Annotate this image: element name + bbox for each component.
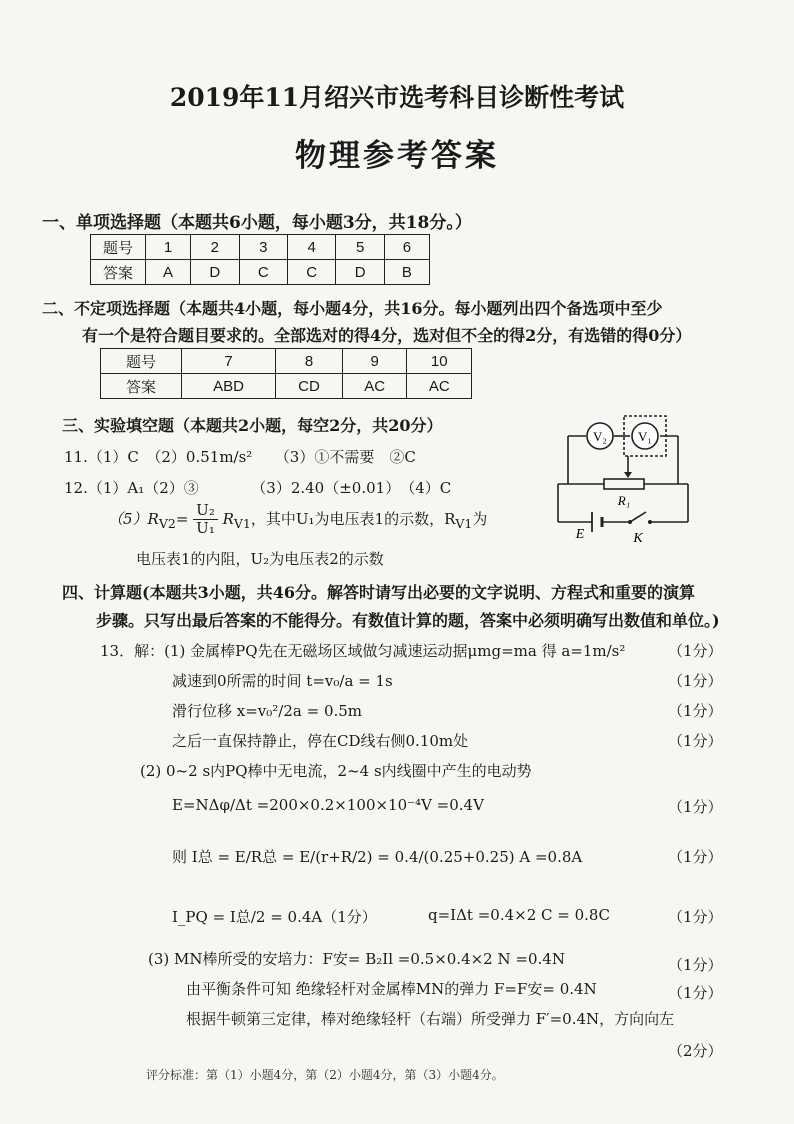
q12-formula-text: ，其中U₁为电压表1的示数，R [250,509,456,528]
table-cell: 答案 [91,260,146,285]
q12-text-sub: V1 [455,515,473,531]
table-cell: 答案 [101,374,182,399]
q13-part3-line1: (3) MN棒所受的安培力：F安= B₂Il =0.5×0.4×2 N =0.4N [148,950,565,968]
table-cell: 题号 [101,349,182,374]
table-cell: 8 [276,349,343,374]
table-cell: D [336,260,384,285]
score-mark: （1分） [668,642,723,660]
k-label: K [633,531,643,546]
table-cell: C [239,260,287,285]
exam-title: 2019年11月绍兴市选考科目诊断性考试 [169,83,625,112]
fraction-numerator: U₂ [193,502,218,520]
q12-formula-r-sub: V1 [233,515,251,531]
table-cell: 2 [191,235,239,260]
table-cell: B [384,260,429,285]
e-label: E [575,527,585,542]
circuit-diagram [548,408,698,548]
q12-formula-text-end: 为 [472,509,488,528]
table-cell: 题号 [91,235,146,260]
table-cell: 6 [384,235,429,260]
score-mark: （1分） [668,672,723,690]
fraction-denominator: U₁ [196,519,215,538]
table-cell: 4 [287,235,335,260]
grading-note: 评分标准：第（1）小题4分，第（2）小题4分，第（3）小题4分。 [146,1068,504,1082]
table-cell: CD [276,374,343,399]
table-row [91,260,430,285]
q12-formula-sub: V2 [158,515,176,531]
table-row [101,349,472,374]
table-cell: AC [342,374,407,399]
q13-part3-line3: 根据牛顿第三定律，棒对绝缘轻杆（右端）所受弹力 F′=0.4N，方向向左 [186,1010,675,1028]
score-mark: （1分） [668,908,723,926]
q13-line4: 之后一直保持静止，停在CD线右侧0.10m处 [172,732,469,750]
section1-answer-table [90,234,430,285]
q11-answer: 11.（1）C （2）0.51m/s² （3）①不需要 ②C [64,448,416,466]
q12-formula-prefix: （5）R [108,509,159,528]
switch-contact [628,520,632,524]
score-mark: （1分） [668,956,723,974]
current-formula: 则 I总 = E/R总 = E/(r+R/2) = 0.4/(0.25+0.25) A =0.8A [172,848,583,866]
score-mark: （2分） [668,1042,723,1060]
score-mark: （1分） [668,798,723,816]
table-cell: 9 [342,349,407,374]
section2-heading-line1: 二、不定项选择题（本题共4小题，每小题4分，共16分。每小题列出四个备选项中至少 [42,299,663,318]
table-cell: D [191,260,239,285]
score-mark: （1分） [668,984,723,1002]
q12-formula-r: R [222,509,234,528]
table-cell: 10 [407,349,472,374]
answer-key-title: 物理参考答案 [295,138,499,174]
section4-heading-line2: 步骤。只写出最后答案的不能得分。有数值计算的题，答案中必须明确写出数值和单位。) [96,611,720,630]
table-cell: 1 [146,235,191,260]
switch-contact [648,520,652,524]
section1-heading: 一、单项选择题（本题共6小题，每小题3分，共18分。） [42,213,472,233]
table-cell: 5 [336,235,384,260]
q13-line1: 13．解：(1) 金属棒PQ先在无磁场区域做匀减速运动据μmg=ma 得 a=1m/s² [100,642,626,660]
q13-line3: 滑行位移 x=v₀²/2a = 0.5m [172,702,363,720]
table-row [101,374,472,399]
v1-label: V₁ [638,429,652,444]
slider-arrow-icon [624,472,632,478]
table-cell: A [146,260,191,285]
table-cell: 3 [239,235,287,260]
section3-heading: 三、实验填空题（本题共2小题，每空2分，共20分） [62,416,443,435]
charge-formula: q=IΔt =0.4×2 C = 0.8C [428,906,610,924]
q13-part3-line2: 由平衡条件可知 绝缘轻杆对金属棒MN的弹力 F=F安= 0.4N [186,980,597,998]
score-mark: （1分） [668,732,723,750]
emf-formula: E=NΔφ/Δt =200×0.2×100×10⁻⁴V =0.4V [172,796,484,814]
section4-heading-line1: 四、计算题(本题共3小题，共46分。解答时请写出必要的文字说明、方程式和重要的演算 [62,583,695,602]
q12-answer-line3: 电压表1的内阻，U₂为电压表2的示数 [136,550,384,568]
v2-label: V₂ [593,429,607,444]
section2-heading-line2: 有一个是符合题目要求的。全部选对的得4分，选对但不全的得2分，有选错的得0分） [82,326,692,345]
q12-fraction [193,502,218,538]
q12-answer-line1: 12.（1）A₁（2）③ （3）2.40（±0.01） （4）C [64,479,452,497]
table-cell: AC [407,374,472,399]
section2-answer-table [100,348,472,399]
table-cell: C [287,260,335,285]
score-mark: （1分） [668,848,723,866]
table-row [91,235,430,260]
table-cell: ABD [182,374,276,399]
table-cell: 7 [182,349,276,374]
q13-part2-intro: (2) 0~2 s内PQ棒中无电流，2~4 s内线圈中产生的电动势 [140,762,532,780]
q13-line2: 减速到0所需的时间 t=v₀/a = 1s [172,672,393,690]
ipq-formula: I_PQ = I总/2 = 0.4A（1分） [172,908,377,926]
score-mark: （1分） [668,702,723,720]
r1-label: R₁ [617,493,631,508]
q12-answer-line2: $(5)R_{V2}=$ $\frac{\text{U₂}}{\text{U₁}}$ $R_{V1}$，其中U₁为电压表1的示数，$R_{V1}$为 [108,501,488,538]
